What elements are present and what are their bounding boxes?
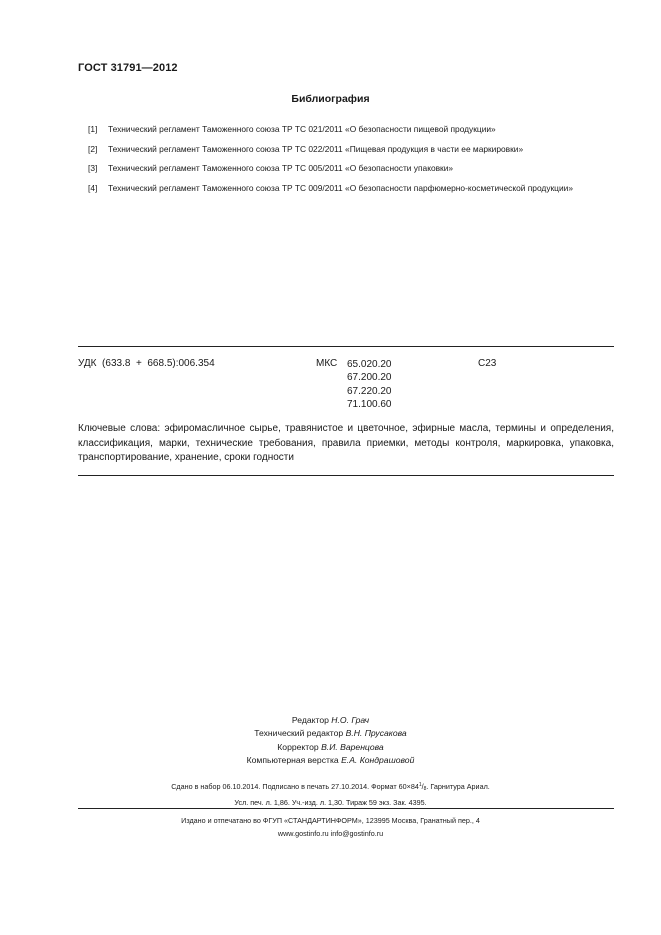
credit-role: Компьютерная верстка — [246, 755, 339, 766]
divider — [78, 346, 614, 347]
udk-code: УДК (633.8 + 668.5):006.354 — [78, 358, 215, 369]
publication-text: . Гарнитура Ариал. — [426, 782, 490, 791]
bibliography-item — [88, 144, 618, 155]
publication-info — [0, 779, 661, 809]
credits-block — [0, 714, 661, 768]
printer-line: Издано и отпечатано во ФГУП «СТАНДАРТИНФОРМ», 123995 Москва, Гранатный пер., 4 — [181, 816, 480, 825]
okstu-code: С23 — [478, 358, 497, 369]
publication-text: Сдано в набор 06.10.2014. Подписано в печать 27.10.2014. Формат 60×84 — [171, 782, 419, 791]
credit-role: Корректор — [277, 741, 319, 752]
bibliography-item-text: Технический регламент Таможенного союза ТР ТС 022/2011 «Пищевая продукция в части ее маркировки» — [108, 143, 524, 154]
keywords-paragraph: Ключевые слова: эфиромасличное сырье, травянистое и цветочное, эфирные масла, термины и определения, классификация, марки, технические требования, правила приемки, методы контроля, маркировка, упаковка, транспортирование, хранение, сроки годности — [78, 423, 614, 464]
publication-line: Сдано в набор 06.10.2014. Подписано в печать 27.10.2014. Формат $60\times 84^1/_8$. Гарнитура Ариал. — [171, 782, 490, 792]
mks-code: 65.020.20 — [347, 359, 392, 370]
credit-line — [0, 714, 661, 727]
credit-name: В.И. Варенцова — [321, 741, 384, 752]
bibliography-list — [88, 124, 618, 202]
bibliography-item-number: [3] — [88, 163, 98, 173]
credit-role: Редактор — [291, 715, 329, 725]
publication-line: Усл. печ. л. 1,86. Уч.-изд. л. 1,30. Тираж 59 экз. Зак. 4395. — [234, 798, 427, 808]
bibliography-item-number: [1] — [88, 124, 98, 134]
mks-label: МКС — [316, 358, 338, 369]
credit-name: Е.А. Кондрашовой — [341, 755, 415, 766]
credit-line — [0, 727, 661, 740]
document-id: ГОСТ 31791—2012 — [78, 62, 178, 74]
bibliography-item — [88, 183, 618, 194]
bibliography-title: Библиография — [291, 93, 370, 105]
mks-code: 67.220.20 — [347, 385, 392, 397]
bibliography-item-text: Технический регламент Таможенного союза ТР ТС 009/2011 «О безопасности парфюмерно-косметической продукции» — [108, 182, 573, 193]
mks-code: 67.200.20 — [347, 372, 392, 384]
credit-name: Н.О. Грач — [331, 715, 370, 725]
mks-code: 71.100.60 — [347, 399, 392, 411]
credit-line — [0, 754, 661, 767]
divider — [78, 475, 614, 476]
bibliography-item — [88, 163, 618, 174]
mks-codes — [347, 358, 392, 412]
credit-line — [0, 741, 661, 754]
format-subscript: 8 — [423, 786, 427, 792]
bibliography-item-number: [4] — [88, 182, 98, 193]
bibliography-item-text: Технический регламент Таможенного союза ТР ТС 021/2011 «О безопасности пищевой продукции» — [108, 124, 496, 134]
bibliography-item — [88, 124, 618, 135]
divider — [78, 808, 614, 809]
bibliography-item-number: [2] — [88, 143, 98, 154]
credit-role: Технический редактор — [254, 728, 344, 739]
format-superscript: 1 — [418, 782, 422, 788]
printer-info — [0, 814, 661, 840]
credit-name: В.Н. Прусакова — [345, 728, 407, 739]
printer-contacts: www.gostinfo.ru info@gostinfo.ru — [277, 829, 384, 839]
bibliography-item-text: Технический регламент Таможенного союза ТР ТС 005/2011 «О безопасности упаковки» — [108, 163, 454, 173]
